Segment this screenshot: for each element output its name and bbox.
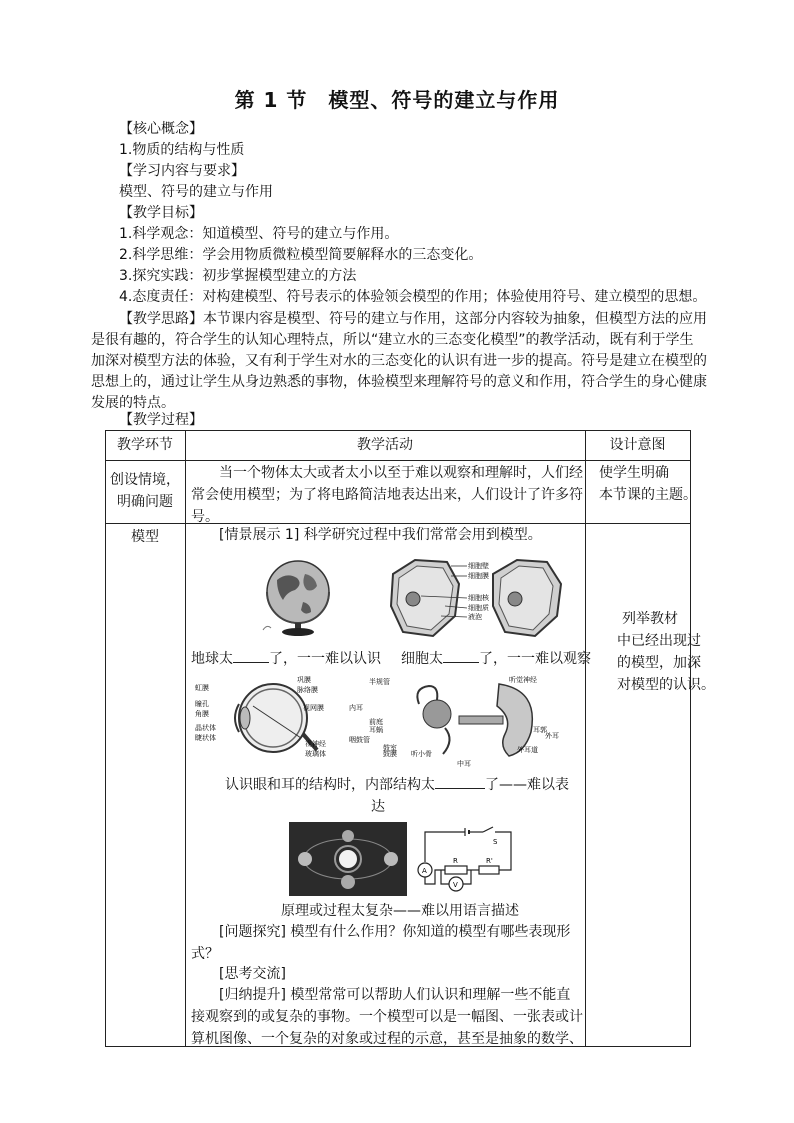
row2-intent-line: 列举教材 <box>622 611 678 627</box>
eye-label: 玻璃体 <box>305 750 326 758</box>
row2-intent-line: 对模型的认识。 <box>617 677 715 693</box>
teaching-idea-paragraph <box>91 309 707 414</box>
think-exchange: [思考交流] <box>219 966 286 982</box>
teaching-idea-line: 思想上的，通过让学生从身边熟悉的事物，体验模型来理解符号的意义和作用，符合学生的身心健康 <box>91 374 707 390</box>
teaching-idea-line: 加深对模型方法的体验，又有利于学生对水的三态变化的认识有进一步的提高。符号是建立在模型的 <box>91 353 707 369</box>
question-explore <box>191 921 570 965</box>
requirements-item: 模型、符号的建立与作用 <box>119 184 273 200</box>
question-line: [问题探究] 模型有什么作用？你知道的模型有哪些表现形 <box>219 924 571 940</box>
cell-caption <box>401 648 591 670</box>
summary-line: 接观察到的或复杂的事物。一个模型可以是一幅图、一张表或计 <box>191 1009 583 1025</box>
row1-activity-line: 常会使用模型；为了将电路简洁地表达出来，人们设计了许多符 <box>191 487 583 503</box>
question-line: 式？ <box>191 946 219 962</box>
header-stage: 教学环节 <box>117 437 173 453</box>
header-activity: 教学活动 <box>357 437 413 453</box>
eye-label: 睫状体 <box>195 734 216 742</box>
eye-label: 虹膜 <box>195 684 209 692</box>
cell-caption-start: 细胞太 <box>401 651 443 667</box>
circuit-label: S <box>493 838 498 846</box>
teaching-process-table <box>105 430 715 1047</box>
cell-label: 细胞壁 <box>468 562 489 570</box>
core-concept-heading: 【核心概念】 <box>119 121 203 137</box>
earth-orbit-image <box>289 822 407 896</box>
plant-cell-image <box>385 554 585 644</box>
row1-intent <box>599 462 697 506</box>
ear-label: 听觉神经 <box>509 676 537 684</box>
page-title: 第 1 节 模型、符号的建立与作用 <box>234 88 560 112</box>
answer-blank[interactable] <box>443 648 479 663</box>
summary-line: [归纳提升] 模型常常可以帮助人们认识和理解一些不能直 <box>219 987 571 1003</box>
ear-label: 鼓膜 <box>383 750 397 758</box>
ear-label: 前庭 <box>369 718 383 726</box>
eye-ear-caption-wrap: 达 <box>371 799 385 815</box>
goal-item: 4.态度责任：对构建模型、符号表示的体验领会模型的作用；体验使用符号、建立模型的思想。 <box>119 289 707 305</box>
eye-structure-image <box>193 676 333 760</box>
complex-caption: 原理或过程太复杂——难以用语言描述 <box>281 903 519 919</box>
answer-blank[interactable] <box>435 774 485 789</box>
cell-label: 液泡 <box>468 613 482 621</box>
eye-ear-caption-end: 了——难以表 <box>485 777 569 793</box>
goal-item: 3.探究实践：初步掌握模型建立的方法 <box>119 268 357 284</box>
ear-label: 耳蜗 <box>369 726 383 734</box>
cell-caption-end: 了，一一难以观察 <box>479 651 591 667</box>
scene-1-text: [情景展示 1] 科学研究过程中我们常常会用到模型。 <box>219 527 542 543</box>
globe-image <box>253 558 343 638</box>
cell-label: 细胞膜 <box>468 572 489 580</box>
circuit-diagram <box>405 826 519 896</box>
teaching-idea-line: 发展的特点。 <box>91 395 175 411</box>
circuit-label: R' <box>486 857 493 865</box>
row2-intent <box>617 608 715 696</box>
earth-caption <box>191 648 381 670</box>
circuit-label: V <box>453 881 458 889</box>
ear-label: 中耳 <box>457 760 471 768</box>
eye-label: 晶状体 <box>195 724 216 732</box>
ear-label: 内耳 <box>349 704 363 712</box>
teaching-idea-line: 【教学思路】本节课内容是模型、符号的建立与作用，这部分内容较为抽象，但模型方法的应用 <box>119 311 707 327</box>
circuit-label: A <box>422 867 427 875</box>
eye-label: 瞳孔 <box>195 700 209 708</box>
goal-item: 1.科学观念：知道模型、符号的建立与作用。 <box>119 226 399 242</box>
process-heading: 【教学过程】 <box>119 412 203 428</box>
row1-stage-line: 创设情境， <box>110 472 180 488</box>
row1-stage-line: 明确问题 <box>117 494 173 510</box>
row2-intent-line: 中已经出现过 <box>617 633 701 649</box>
summary-line: 算机图像、一个复杂的对象或过程的示意，甚至是抽象的数学、 <box>191 1031 583 1047</box>
cell-label: 细胞核 <box>468 594 489 602</box>
ear-label: 半规管 <box>369 678 390 686</box>
row1-activity-line: 当一个物体太大或者太小以至于难以观察和理解时，人们经 <box>219 465 583 481</box>
goals-heading: 【教学目标】 <box>119 205 203 221</box>
row1-intent-line: 本节课的主题。 <box>599 487 697 503</box>
row1-stage <box>105 469 185 513</box>
goal-item: 2.科学思维：学会用物质微粒模型简要解释水的三态变化。 <box>119 247 483 263</box>
row1-intent-line: 使学生明确 <box>599 465 669 481</box>
teaching-idea-line: 是很有趣的，符合学生的认知心理特点，所以“建立水的三态变化模型”的教学活动，既有利于学生 <box>91 332 694 348</box>
cell-label: 细胞质 <box>468 604 489 612</box>
earth-caption-start: 地球太 <box>191 651 233 667</box>
ear-label: 咽鼓管 <box>349 736 370 744</box>
row1-activity-line: 号。 <box>191 509 219 525</box>
ear-label: 外耳道 <box>517 746 538 754</box>
ear-structure-image <box>349 674 563 768</box>
circuit-label: R <box>453 857 458 865</box>
core-concept-item: 1.物质的结构与性质 <box>119 142 245 158</box>
row1-activity <box>191 462 583 528</box>
requirements-heading: 【学习内容与要求】 <box>119 163 245 179</box>
eye-ear-caption-start: 认识眼和耳的结构时，内部结构太 <box>225 777 435 793</box>
eye-label: 视网膜 <box>303 704 324 712</box>
row2-intent-line: 的模型，加深 <box>617 655 701 671</box>
row2-stage: 模型 <box>131 529 159 545</box>
eye-label: 视神经 <box>305 740 326 748</box>
summary <box>191 984 583 1050</box>
eye-ear-caption <box>225 774 569 796</box>
ear-label: 外耳 <box>545 732 559 740</box>
eye-label: 角膜 <box>195 710 209 718</box>
ear-label: 鼓室 <box>383 744 397 752</box>
eye-label: 脉络膜 <box>297 686 318 694</box>
ear-label: 听小骨 <box>411 750 432 758</box>
ear-label: 耳郭 <box>533 726 547 734</box>
eye-label: 巩膜 <box>297 676 311 684</box>
earth-caption-end: 了，一一难以认识 <box>269 651 381 667</box>
answer-blank[interactable] <box>233 648 269 663</box>
header-intent: 设计意图 <box>609 437 666 453</box>
